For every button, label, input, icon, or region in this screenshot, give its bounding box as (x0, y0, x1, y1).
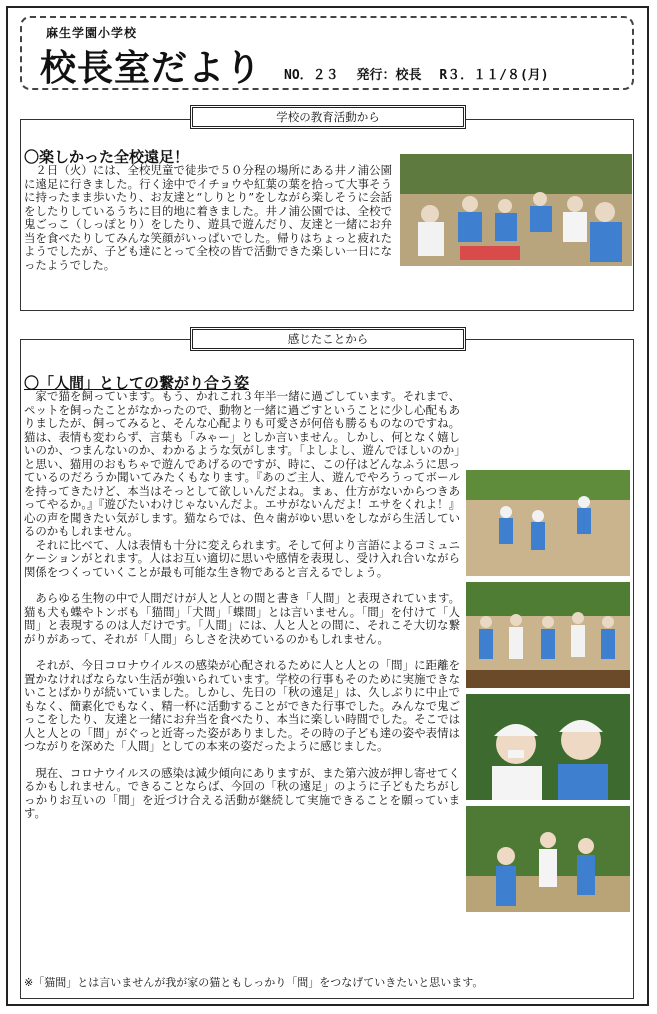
tag-game-photo (466, 470, 630, 576)
publisher: 発行：校長 (356, 68, 422, 83)
school-name: 麻生学園小学校 (46, 26, 138, 40)
paragraph-communication: それに比べて、人は表情も十分に変えられます。そして何より言語によるコミュニケーションがとれます。人はお互い適切に思いや感情を表現し、受け入れ合いながら関係をつくっていくことが最も可能な生き物であると言えるでしょう。 (24, 537, 460, 579)
article-body-excursion (24, 164, 632, 272)
article-heading-excursion: 〇楽しかった全校遠足！ (24, 148, 190, 166)
paragraph-hope: 現在、コロナウイルスの感染は減少傾向にありますが、また第六波が押し寄せてくるかもしれません。できることならば、今回の「秋の遠足」のように子どもたちがしっかりお互いの「間」を近づけ合える活動が継続して実施できることを願っています。 (24, 765, 460, 820)
paragraph-corona: それが、今日コロナウイルスの感染が心配されるために人と人との「間」に距離を置かなければならない生活が強いられています。学校の行事もそのために実施できないことばかりが続いていました。しかし、先日の「秋の遠足」は、久しぶりに中止でもなく、簡素化でもなく、精一杯に活動することができた行事でした。みんなで鬼ごっこをしたり、友達と一緒にお弁当を食べたり、本当に楽しい時間でした。そこでは人と人との「間」がぐっと近寄った姿がありました。その時の子ども達の姿や表情はつながりを深めた「人間」としての本来の姿だったように感じました。 (24, 658, 460, 753)
paragraph-ningen: あらゆる生物の中で人間だけが人と人との間と書き「人間」と表現されています。猫も犬も蝶やトンボも「猫間」「犬間」「蝶間」とは言いません。「間」を付けて「人間」と表現するのは人だけです。「人間」には、人と人との間に、それこそ大切な繋がりがあって、それが「人間」らしさを決めているのかもしれません。 (24, 591, 460, 646)
section-tag-activities: 学校の教育活動から (190, 105, 466, 129)
issue-date: R３．１１/８(月) (439, 68, 549, 83)
article-body-connection (24, 390, 630, 918)
newsletter-header (20, 16, 634, 90)
excursion-paragraph: ２日（火）には、全校児童で徒歩で５０分程の場所にある井ノ浦公園に遠足に行きました。行く途中でイチョウや紅葉の葉を拾って大事そうに持ったまま歩いたり、お友達と“しりとり”をしながら楽しそうに会話をしたりしているうちに目的地に着きました。井ノ浦公園では、全校で鬼ごっこ（しっぽとり）をしたり、遊具で遊んだり、友達と一緒にお弁当を食べたりしてみんな笑顔がいっぱいでした。帰りはちょっと疲れたようでしたが、子ども達にとって全校の皆で活動できた楽しい一日になったようでした。 (24, 163, 392, 272)
photo-column (466, 470, 630, 918)
issue-info (284, 64, 559, 83)
excursion-lunch-photo (400, 154, 632, 266)
section-tag-reflections: 感じたことから (190, 327, 466, 351)
issue-number: NO．２３ (284, 68, 339, 83)
article-heading-connection: 〇「人間」としての繋がり合う姿 (24, 374, 250, 392)
newsletter-title: 校長室だより (40, 47, 263, 89)
smiling-students-photo (466, 694, 630, 800)
group-play-photo (466, 582, 630, 688)
footnote: ※「猫間」とは言いませんが我が家の猫ともしっかり「間」をつなげていきたいと思います。 (24, 976, 484, 989)
paragraph-cat: 家で猫を飼っています。もう、かれこれ３年半一緒に過ごしています。それまで、ペットを飼ったことがなかったので、動物と一緒に過ごすということに少し心配もありましたが、飼ってみると、そんな心配よりも可愛さが何倍も勝るものなのですね。猫は、表情も変わらず、言葉も「みゃー」としか言いません。しかし、何となく嬉しいのか、つまんないのか、わかるような気がします。「よしよし、遊んでほしいのか」と思い、猫用のおもちゃで遊んであげるのですが、時に、この仔はどんなふうに思っているのだろうか聞いてみたくもなります。『あのご主人、遊んでやろうってボールを持ってきたけど、本当はそっとして欲しいんだよね。まぁ、仕方がないからつきあってやるか。』『遊びたいわけじゃないんだよ。エサがないんだよ！エサをくれよ！』心の声を聞きたい気がします。猫ならでは、色々歯がゆい思いをしながら生活しているのかもしれません。 (24, 389, 460, 538)
posing-students-photo (466, 806, 630, 912)
